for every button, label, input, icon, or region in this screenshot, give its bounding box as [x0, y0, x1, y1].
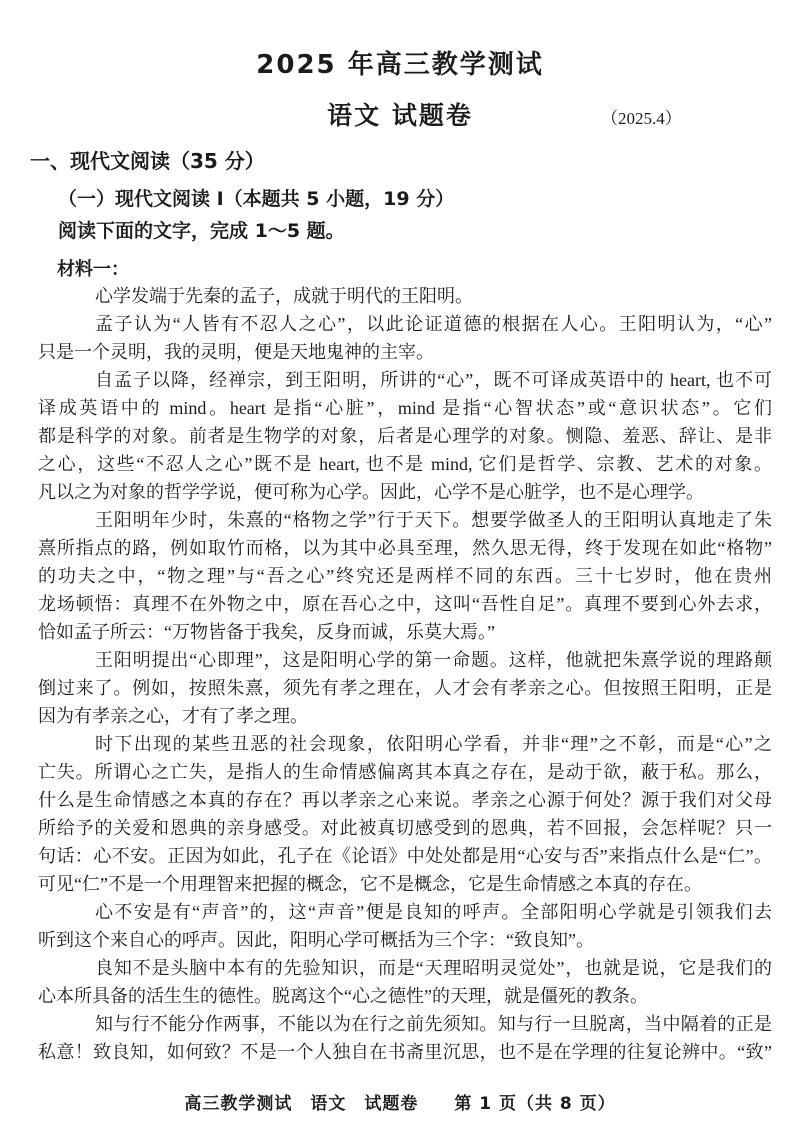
body-line: 译成英语中的 mind。heart 是指“心脏”，mind 是指“心智状态”或“意识状态”。它们: [38, 398, 772, 418]
doc-title: 2025 年高三教学测试: [256, 50, 544, 80]
body-line: 王阳明提出“心即理”，这是阳明心学的第一命题。这样，他就把朱熹学说的理路颠: [95, 650, 772, 670]
body-line: 私意！致良知，如何致？不是一个人独自在书斋里沉思，也不是在学理的往复论辨中。“致”: [38, 1042, 772, 1062]
body-line: 听到这个来自心的呼声。因此，阳明心学可概括为三个字：“致良知”。: [38, 930, 594, 950]
part-heading: （一）现代文阅读 I（本题共 5 小题，19 分）: [58, 188, 455, 210]
section-heading: 一、现代文阅读（35 分）: [30, 149, 265, 173]
body-line: 熹所指点的路，例如取竹而格，以为其中必具至理，然久思无得，终于发现在如此“格物”: [38, 538, 772, 558]
body-line: 凡以之为对象的哲学学说，便可称为心学。因此，心学不是心脏学，也不是心理学。: [38, 482, 704, 502]
body-line: 龙场顿悟：真理不在外物之中，原在吾心之中，这叫“吾性自足”。真理不要到心外去求，: [38, 594, 772, 614]
doc-date: （2025.4）: [601, 109, 682, 128]
body-line: 因为有孝亲之心，才有了孝之理。: [38, 706, 308, 726]
body-line: 只是一个灵明，我的灵明，便是天地鬼神的主宰。: [38, 342, 434, 362]
body-line: 孟子认为“人皆有不忍人之心”，以此论证道德的根据在人心。王阳明认为，“心”: [95, 314, 772, 334]
body-line: 可见“仁”不是一个用理智来把握的概念，它不是概念，它是生命情感之本真的存在。: [38, 874, 702, 894]
body-line: 王阳明年少时，朱熹的“格物之学”行于天下。想要学做圣人的王阳明认真地走了朱: [95, 510, 772, 530]
material-label: 材料一：: [57, 259, 129, 280]
body-line: 倒过来了。例如，按照朱熹，须先有孝之理在，人才会有孝亲之心。但按照王阳明，正是: [38, 678, 772, 698]
body-line: 句话：心不安。正因为如此，孔子在《论语》中处处都是用“心安与否”来指点什么是“仁”。: [38, 846, 772, 866]
body-line: 自孟子以降，经禅宗，到王阳明，所讲的“心”，既不可译成英语中的 heart, 也不可: [95, 370, 772, 390]
body-line: 时下出现的某些丑恶的社会现象，依阳明心学看，并非“理”之不彰，而是“心”之: [95, 734, 772, 754]
page-footer: 高三教学测试 语文 试题卷 第 1 页（共 8 页）: [184, 1094, 616, 1114]
body-line: 所给予的关爱和恩典的亲身感受。对此被真切感受到的恩典，若不回报，会怎样呢？只一: [38, 818, 772, 838]
body-line: 心不安是有“声音”的，这“声音”便是良知的呼声。全部阳明心学就是引领我们去: [95, 902, 772, 922]
body-line: 亡失。所谓心之亡失，是指人的生命情感偏离其本真之存在，是动于欲，蔽于私。那么，: [38, 762, 772, 782]
body-line: 什么是生命情感之本真的存在？再以孝亲之心来说。孝亲之心源于何处？源于我们对父母: [38, 790, 772, 810]
body-line: 之心，这些“不忍人之心”既不是 heart, 也不是 mind, 它们是哲学、宗教、艺术的对象。: [38, 454, 772, 474]
body-line: 良知不是头脑中本有的先验知识，而是“天理昭明灵觉处”，也就是说，它是我们的: [95, 958, 772, 978]
body-line: 知与行不能分作两事，不能以为在行之前先须知。知与行一旦脱离，当中隔着的正是: [95, 1014, 772, 1034]
body-line: 恰如孟子所云：“万物皆备于我矣，反身而诚，乐莫大焉。”: [38, 622, 495, 642]
doc-subtitle: 语文 试题卷: [327, 101, 473, 130]
reading-instruction: 阅读下面的文字，完成 1～5 题。: [58, 220, 345, 242]
material-one-text: [38, 282, 772, 1066]
body-line: 的功夫之中，“物之理”与“吾之心”终究还是两样不同的东西。三十七岁时，他在贵州: [38, 566, 772, 586]
body-line: 心学发端于先秦的孟子，成就于明代的王阳明。: [95, 286, 473, 306]
body-line: 心本所具备的活生生的德性。脱离这个“心之德性”的天理，就是僵死的教条。: [38, 986, 648, 1006]
body-line: 都是科学的对象。前者是生物学的对象，后者是心理学的对象。恻隐、羞恶、辞让、是非: [38, 426, 772, 446]
